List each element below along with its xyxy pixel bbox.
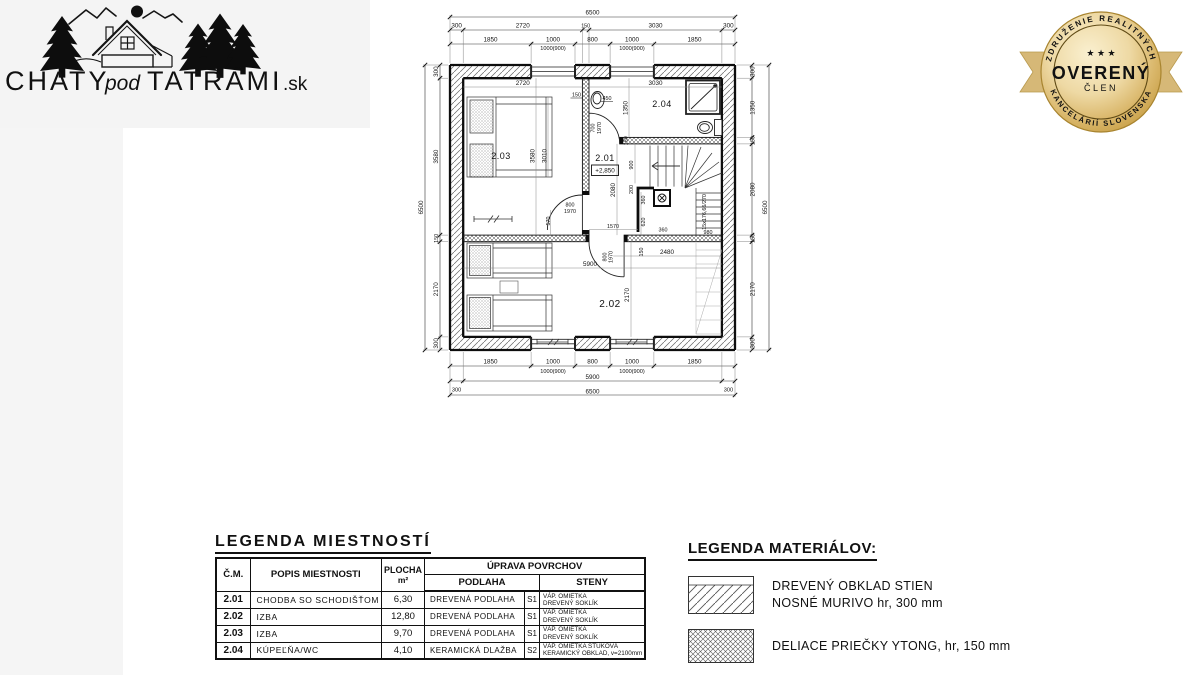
- dim-label: 620: [641, 217, 647, 227]
- steny-line2: KERAMICKÝ OBKLAD, v=2100mm: [543, 650, 643, 658]
- cell-podlaha: DREVENÁ PODLAHA: [425, 608, 525, 625]
- floor-plan: [400, 0, 800, 410]
- logo-wordmark: [5, 66, 308, 96]
- dim-label: 5900: [585, 374, 600, 381]
- dim-label: 1000: [624, 36, 640, 44]
- cross-hatch-swatch-icon: [688, 629, 754, 663]
- cell-plocha: 9,70: [382, 625, 425, 642]
- verified-badge: [1012, 6, 1190, 146]
- table-row: [216, 625, 645, 642]
- dim-label: 150: [750, 233, 757, 243]
- badge-subtitle: ČLEN: [1083, 83, 1119, 93]
- dim-label: 900: [629, 160, 635, 170]
- dim-label: 2720: [515, 80, 530, 87]
- dim-label: 300: [451, 387, 462, 394]
- dim-label: 3580: [529, 148, 537, 164]
- dim-label: 300: [433, 66, 441, 77]
- sun-icon: [131, 6, 143, 18]
- legend-item-line1: DELIACE PRIEČKY YTONG, hr, 150 mm: [772, 638, 1011, 653]
- legend-item-line2: NOSNÉ MURIVO hr, 300 mm: [772, 596, 943, 610]
- cell-cm: 2.03: [216, 625, 250, 642]
- cell-podlaha: DREVENÁ PODLAHA: [425, 625, 525, 642]
- dim-label: 300: [749, 66, 757, 77]
- dim-label: 1000: [624, 358, 640, 366]
- dim-label: 6500: [585, 9, 600, 17]
- dim-label: 360: [658, 227, 668, 234]
- col-header-plocha-line1: PLOCHA: [384, 564, 423, 575]
- dim-label: 980: [703, 229, 713, 236]
- col-header-uprava: ÚPRAVA POVRCHOV: [425, 558, 646, 575]
- cell-scode: S2: [525, 642, 540, 659]
- dim-label: 1000(900): [619, 46, 645, 52]
- cell-popis: IZBA: [250, 608, 382, 625]
- level-label: +2,850: [595, 167, 615, 175]
- dim-label: 300: [433, 338, 441, 349]
- dim-label: 1000(900): [619, 369, 645, 375]
- badge-arc-top: ZDRUŽENIE REALITNÝCH: [1044, 13, 1158, 63]
- dim-label: 3580: [433, 149, 441, 164]
- dim-label: 150: [750, 136, 757, 146]
- dim-label: 2480: [659, 249, 675, 256]
- dim-label: 570: [546, 216, 552, 226]
- dim-label: 1000(900): [540, 46, 566, 52]
- legend-item-text: [772, 638, 1010, 655]
- dim-label: 300: [723, 387, 734, 394]
- cell-popis: KÚPEĽŇA/WC: [250, 642, 382, 659]
- dim-label: 300: [723, 22, 734, 30]
- col-header-cm: Č.M.: [216, 558, 250, 591]
- cell-steny: [540, 591, 646, 608]
- dim-label: 3010: [541, 148, 549, 164]
- cell-podlaha: DREVENÁ PODLAHA: [425, 591, 525, 608]
- dim-label: 2170: [433, 282, 441, 297]
- dim-label: 3030: [648, 22, 663, 30]
- dim-label: 1850: [687, 36, 702, 44]
- stair-note: 15x176,66/270: [702, 194, 708, 230]
- badge-title: OVERENÝ: [1051, 63, 1151, 83]
- col-header-plocha-line2: m²: [397, 574, 409, 585]
- dim-label: 1000: [545, 358, 561, 366]
- col-header-plocha: [382, 558, 425, 591]
- legend-item-line1: DREVENÝ OBKLAD STIEN: [772, 579, 933, 594]
- dim-label: 2720: [515, 22, 530, 30]
- cell-steny: [540, 642, 646, 659]
- steny-line1: VÁP. OMIETKA: [543, 626, 587, 634]
- logo: [2, 4, 382, 116]
- steny-line1: VÁP. OMIETKA ŠTUKOVÁ: [543, 643, 619, 651]
- cell-steny: [540, 625, 646, 642]
- table-row: [216, 591, 645, 608]
- cell-scode: S1: [525, 608, 540, 625]
- badge-arc-bottom: KANCELÁRIÍ SLOVENSKA: [1048, 87, 1154, 129]
- cell-scode: S1: [525, 625, 540, 642]
- cell-scode: S1: [525, 591, 540, 608]
- dim-label: 6500: [585, 388, 600, 396]
- dim-label: 3030: [648, 80, 663, 87]
- steny-line2: DREVENÝ SOKLÍK: [543, 616, 598, 624]
- dim-label: 700: [590, 123, 597, 133]
- steny-line1: VÁP. OMIETKA: [543, 592, 587, 600]
- dim-label: 150: [434, 233, 441, 243]
- dim-label: 800: [565, 202, 575, 209]
- dim-label: 300: [749, 338, 757, 349]
- legend-item: [688, 576, 1108, 614]
- cell-cm: 2.04: [216, 642, 250, 659]
- dim-label: 150: [639, 247, 645, 257]
- dim-label: 200: [629, 185, 635, 194]
- rooms-legend: [215, 533, 646, 660]
- steny-line2: DREVENÝ SOKLÍK: [543, 633, 598, 641]
- dim-label: 1850: [483, 358, 498, 366]
- cell-cm: 2.02: [216, 608, 250, 625]
- dim-label: 800: [602, 252, 609, 262]
- dim-label: 1570: [607, 224, 619, 230]
- dim-label: 1850: [483, 36, 498, 44]
- table-row: [216, 642, 645, 659]
- dim-label: 2170: [749, 282, 757, 297]
- dim-label: 800: [587, 36, 598, 44]
- logo-text-sk: .sk: [283, 74, 308, 95]
- dim-label: 1350: [749, 100, 757, 115]
- dim-label: 360: [641, 195, 647, 205]
- logo-text-pod: pod: [105, 72, 141, 95]
- room-label-204: 2.04: [652, 99, 672, 109]
- dim-label: 2170: [624, 287, 631, 303]
- legend-item-text: [772, 578, 943, 612]
- materials-legend: [688, 540, 1108, 663]
- col-header-podlaha: PODLAHA: [425, 575, 540, 592]
- cell-popis: IZBA: [250, 625, 382, 642]
- room-label-202: 2.02: [599, 299, 621, 310]
- cell-plocha: 12,80: [382, 608, 425, 625]
- dim-label: 450: [602, 96, 612, 102]
- cell-cm: 2.01: [216, 591, 250, 608]
- diagonal-hatch-swatch-icon: [688, 576, 754, 614]
- dim-label: 6500: [762, 200, 769, 215]
- logo-text-chaty: CHATY: [5, 66, 110, 96]
- dim-label: 5900: [582, 261, 598, 268]
- dim-label: 150: [581, 23, 591, 30]
- dim-label: 1000(900): [540, 369, 566, 375]
- cell-plocha: 4,10: [382, 642, 425, 659]
- house-icon: [65, 21, 172, 67]
- dim-label: 300: [451, 22, 462, 30]
- rooms-legend-title: LEGENDA MIESTNOSTÍ: [215, 533, 431, 554]
- cell-podlaha: KERAMICKÁ DLAŽBA: [425, 642, 525, 659]
- room-label-201: 2.01: [595, 153, 615, 163]
- steny-line1: VÁP. OMIETKA: [543, 609, 587, 617]
- badge-stars-icon: ★ ★ ★: [1086, 48, 1116, 58]
- rooms-table: [215, 557, 646, 660]
- steny-line2: DREVENÝ SOKLÍK: [543, 599, 598, 607]
- dim-label: 1970: [597, 122, 603, 134]
- dim-label: 150: [572, 92, 581, 99]
- dim-label: 800: [587, 358, 598, 366]
- dim-label: 2080: [610, 182, 618, 198]
- col-header-popis: POPIS MIESTNOSTI: [250, 558, 382, 591]
- dim-label: 6500: [418, 200, 426, 215]
- dim-label: 1000: [545, 36, 561, 44]
- table-row: [216, 608, 645, 625]
- dim-label: 2080: [749, 182, 757, 197]
- logo-text-tatrami: TATRAMI: [147, 66, 283, 96]
- col-header-steny: STENY: [540, 575, 646, 592]
- room-label-203: 2.03: [491, 151, 511, 161]
- legend-item: [688, 629, 1108, 663]
- dim-label: 1970: [564, 209, 576, 215]
- cell-plocha: 6,30: [382, 591, 425, 608]
- dim-label: 1350: [622, 100, 630, 116]
- dim-label: 150: [623, 136, 630, 146]
- cell-steny: [540, 608, 646, 625]
- dim-label: 1850: [687, 358, 702, 366]
- cell-popis: CHODBA SO SCHODIŠŤOM: [250, 591, 382, 608]
- dim-label: 1970: [608, 251, 615, 263]
- materials-legend-title: LEGENDA MATERIÁLOV:: [688, 540, 877, 561]
